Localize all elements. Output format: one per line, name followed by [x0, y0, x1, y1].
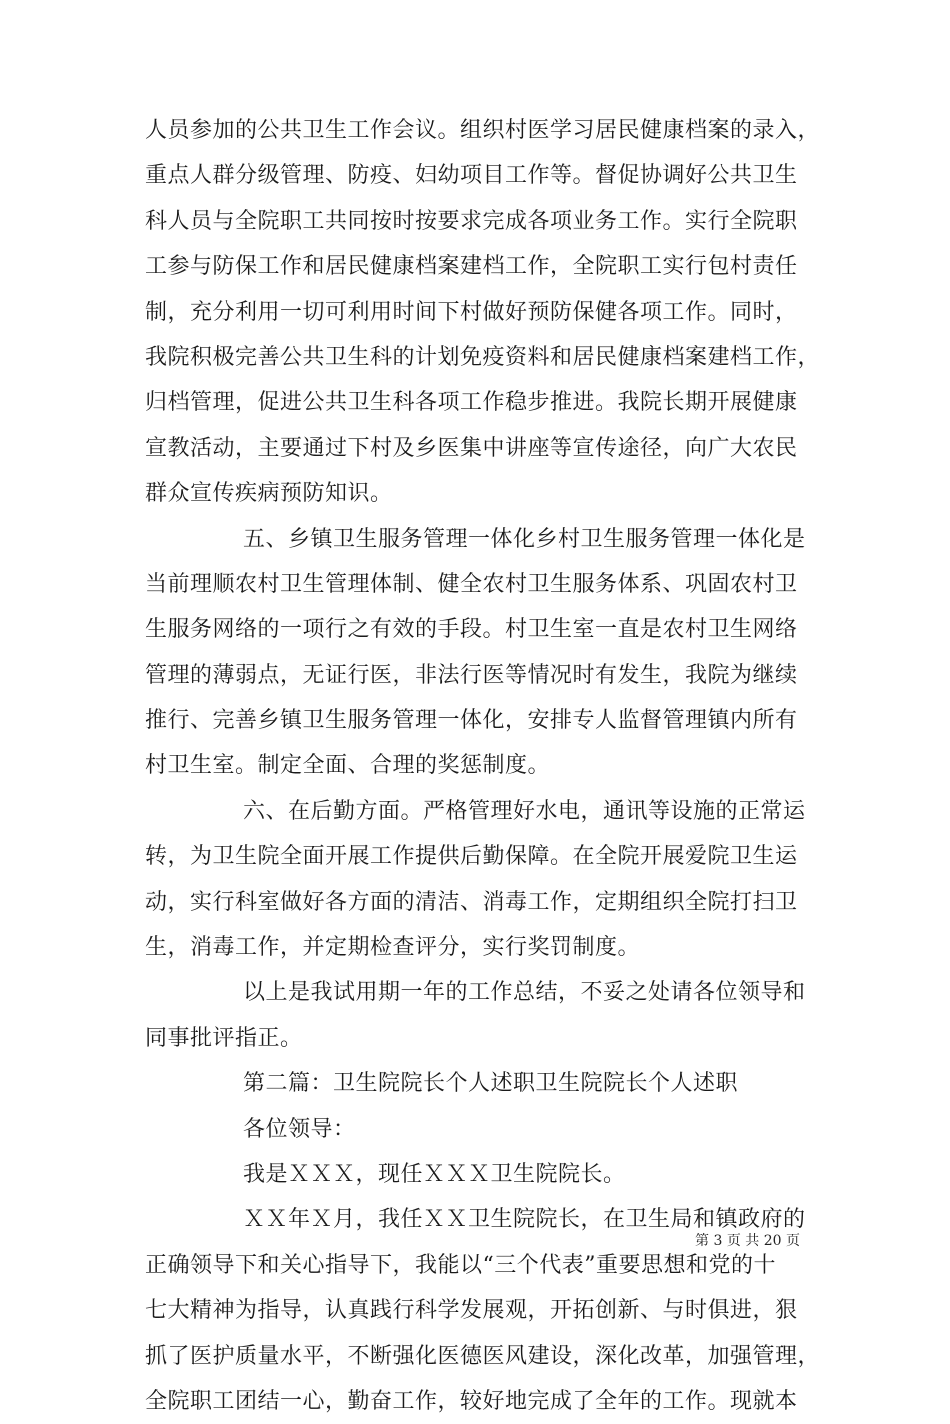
text-line: 群众宣传疾病预防知识。 [145, 481, 393, 507]
text-line: 宣教活动，主要通过下村及乡医集中讲座等宣传途径，向广大农民 [145, 435, 798, 461]
text-line: 七大精神为指导，认真践行科学发展观，开拓创新、与时俱进，狠 [145, 1298, 798, 1324]
section-heading-6: 六、在后勤方面。严格管理好水电，通讯等设施的正常运 [243, 798, 806, 824]
chapter-title: 第二篇：卫生院院长个人述职卫生院院长个人述职 [243, 1071, 739, 1097]
text-line: 生，消毒工作，并定期检查评分，实行奖罚制度。 [145, 935, 641, 961]
text-line: 工参与防保工作和居民健康档案建档工作，全院职工实行包村责任 [145, 254, 798, 280]
text-line: 推行、完善乡镇卫生服务管理一体化，安排专人监督管理镇内所有 [145, 708, 798, 734]
text-line: 动，实行科室做好各方面的清洁、消毒工作，定期组织全院打扫卫 [145, 889, 798, 915]
text-line: 人员参加的公共卫生工作会议。组织村医学习居民健康档案的录入， [145, 118, 821, 143]
text-line: 全院职工团结一心，勤奋工作，较好地完成了全年的工作。现就本 [145, 1388, 798, 1414]
text-line: 我院积极完善公共卫生科的计划免疫资料和居民健康档案建档工作， [145, 344, 821, 370]
text-line: 村卫生室。制定全面、合理的奖惩制度。 [145, 753, 551, 779]
salutation: 各位领导： [243, 1116, 356, 1142]
text-line: 抓了医护质量水平，不断强化医德医风建设，深化改革，加强管理， [145, 1343, 821, 1369]
page-number: 第 3 页 共 20 页 [695, 1233, 800, 1249]
text-line: 归档管理，促进公共卫生科各项工作稳步推进。我院长期开展健康 [145, 390, 798, 416]
text-line: ＸＸ年Ｘ月，我任ＸＸ卫生院院长，在卫生局和镇政府的 [243, 1207, 806, 1233]
text-line: 科人员与全院职工共同按时按要求完成各项业务工作。实行全院职 [145, 208, 798, 234]
text-line: 当前理顺农村卫生管理体制、健全农村卫生服务体系、巩固农村卫 [145, 571, 798, 597]
text-line: 以上是我试用期一年的工作总结，不妥之处请各位领导和 [243, 980, 806, 1006]
section-heading-5: 五、乡镇卫生服务管理一体化乡村卫生服务管理一体化是 [243, 526, 806, 552]
text-line: 制，充分利用一切可利用时间下村做好预防保健各项工作。同时， [145, 299, 798, 325]
document-body [145, 108, 821, 1424]
text-line: 生服务网络的一项行之有效的手段。村卫生室一直是农村卫生网络 [145, 617, 798, 643]
text-line: 同事批评指正。 [145, 1025, 303, 1051]
text-line: 正确领导下和关心指导下，我能以“三个代表”重要思想和党的十 [145, 1252, 776, 1278]
text-line: 重点人群分级管理、防疫、妇幼项目工作等。督促协调好公共卫生 [145, 163, 798, 189]
text-line: 我是ＸＸＸ，现任ＸＸＸ卫生院院长。 [243, 1161, 626, 1187]
text-line: 管理的薄弱点，无证行医，非法行医等情况时有发生，我院为继续 [145, 662, 798, 688]
text-line: 转，为卫生院全面开展工作提供后勤保障。在全院开展爱院卫生运 [145, 844, 798, 870]
